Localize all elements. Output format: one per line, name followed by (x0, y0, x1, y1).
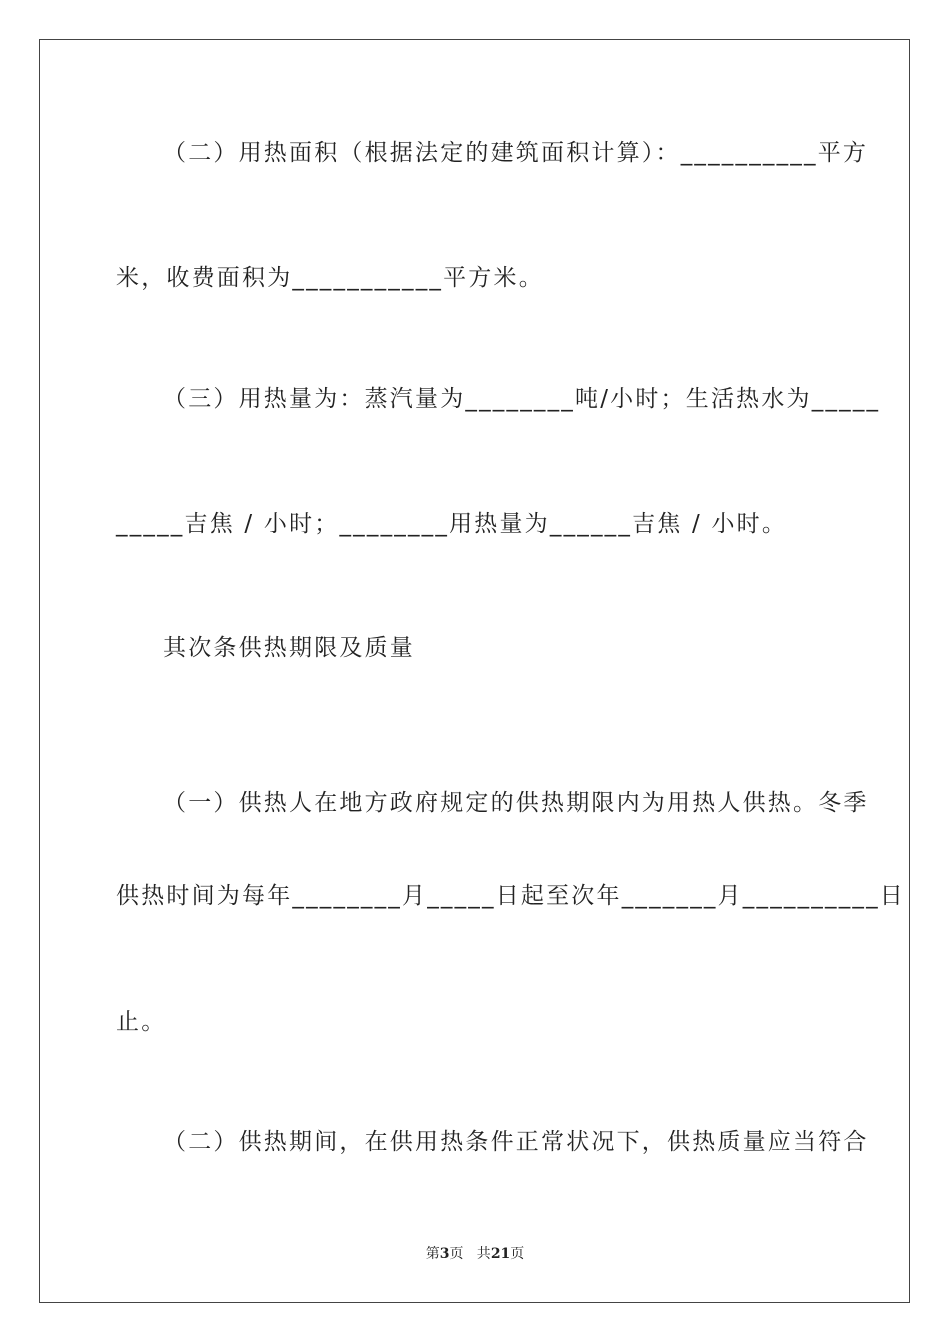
section-heading: 其次条供热期限及质量 (163, 635, 415, 661)
paragraph-line: 供热时间为每年________月_____日起至次年_______月__________日 (116, 883, 905, 909)
paragraph-line: （三）用热量为：蒸汽量为________吨/小时；生活热水为_____ (163, 386, 881, 412)
paragraph-line: （二）供热期间，在供用热条件正常状况下，供热质量应当符合 (163, 1129, 869, 1155)
paragraph-line: （一）供热人在地方政府规定的供热期限内为用热人供热。冬季 (163, 790, 869, 816)
page-footer (0, 1243, 950, 1263)
paragraph-line: 止。 (116, 1009, 167, 1035)
footer-prefix: 第 (425, 1246, 440, 1262)
footer-page-number: 3 (439, 1246, 450, 1262)
paragraph-line: 米，收费面积为___________平方米。 (116, 265, 544, 291)
footer-suffix: 页 (510, 1246, 525, 1262)
footer-total-pages: 21 (490, 1246, 511, 1262)
footer-mid: 页 共 (449, 1246, 491, 1262)
paragraph-line: （二）用热面积（根据法定的建筑面积计算）：__________平方 (163, 140, 869, 166)
page-frame (39, 39, 910, 1303)
paragraph-line: _____吉焦 / 小时；________用热量为______吉焦 / 小时。 (116, 511, 788, 537)
